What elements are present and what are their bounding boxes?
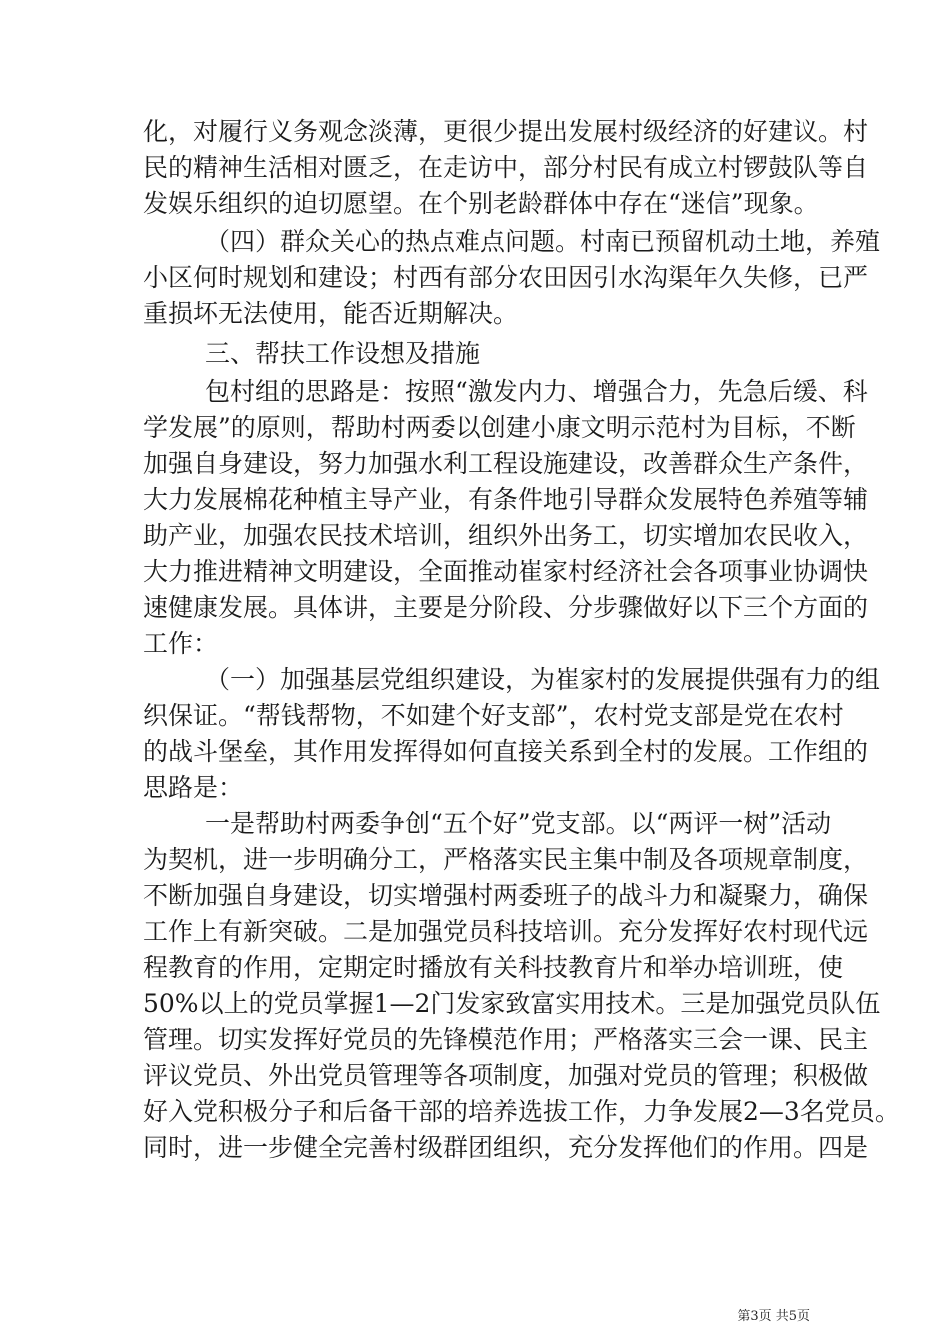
paragraph-6-line: 管理。切实发挥好党员的先锋模范作用；严格落实三会一课、民主: [143, 1025, 869, 1054]
paragraph-4-line: 速健康发展。具体讲，主要是分阶段、分步骤做好以下三个方面的: [143, 593, 869, 622]
paragraph-6-line: 不断加强自身建设，切实增强村两委班子的战斗力和凝聚力，确保: [143, 881, 869, 910]
paragraph-6-line: 同时，进一步健全完善村级群团组织，充分发挥他们的作用。四是: [143, 1133, 869, 1162]
paragraph-4-line: 加强自身建设，努力加强水利工程设施建设，改善群众生产条件，: [143, 449, 869, 478]
paragraph-4-line: 工作：: [143, 629, 219, 658]
paragraph-6-line: 评议党员、外出党员管理等各项制度，加强对党员的管理；积极做: [143, 1061, 869, 1090]
paragraph-4-line: 学发展”的原则，帮助村两委以创建小康文明示范村为目标，不断: [143, 413, 856, 442]
paragraph-5-line: （一）加强基层党组织建设，为崔家村的发展提供强有力的组: [205, 665, 881, 694]
paragraph-6-line: 程教育的作用，定期定时播放有关科技教育片和举办培训班，使: [143, 953, 844, 982]
paragraph-2-line: 重损坏无法使用，能否近期解决。: [143, 299, 519, 328]
paragraph-1-line: 民的精神生活相对匮乏，在走访中，部分村民有成立村锣鼓队等自: [143, 153, 869, 182]
paragraph-6-line: 50%以上的党员掌握1—2门发家致富实用技术。三是加强党员队伍: [143, 989, 881, 1018]
paragraph-6-line: 好入党积极分子和后备干部的培养选拔工作，力争发展2—3名党员。: [143, 1097, 900, 1126]
paragraph-4-line: 包村组的思路是：按照“激发内力、增强合力，先急后缓、科: [205, 377, 868, 406]
paragraph-4-line: 大力推进精神文明建设，全面推动崔家村经济社会各项事业协调快: [143, 557, 869, 586]
page-footer: 第3页 共5页: [737, 1309, 810, 1324]
paragraph-5-line: 织保证。“帮钱帮物，不如建个好支部”，农村党支部是党在农村: [143, 701, 844, 730]
paragraph-5-line: 思路是：: [143, 773, 244, 802]
paragraph-6-line: 一是帮助村两委争创“五个好”党支部。以“两评一树”活动: [205, 809, 832, 838]
paragraph-4-line: 大力发展棉花种植主导产业，有条件地引导群众发展特色养殖等辅: [143, 485, 869, 514]
paragraph-2-line: 小区何时规划和建设；村西有部分农田因引水沟渠年久失修，已严: [143, 263, 869, 292]
paragraph-2-line: （四）群众关心的热点难点问题。村南已预留机动土地，养殖: [205, 227, 881, 256]
paragraph-6-line: 工作上有新突破。二是加强党员科技培训。充分发挥好农村现代远: [143, 917, 869, 946]
paragraph-3-line: 三、帮扶工作设想及措施: [205, 339, 481, 368]
paragraph-4-line: 助产业，加强农民技术培训，组织外出务工，切实增加农民收入，: [143, 521, 869, 550]
paragraph-1-line: 化，对履行义务观念淡薄，更很少提出发展村级经济的好建议。村: [143, 117, 869, 146]
paragraph-5-line: 的战斗堡垒，其作用发挥得如何直接关系到全村的发展。工作组的: [143, 737, 869, 766]
paragraph-1-line: 发娱乐组织的迫切愿望。在个别老龄群体中存在“迷信”现象。: [143, 189, 819, 218]
paragraph-6-line: 为契机，进一步明确分工，严格落实民主集中制及各项规章制度，: [143, 845, 869, 874]
